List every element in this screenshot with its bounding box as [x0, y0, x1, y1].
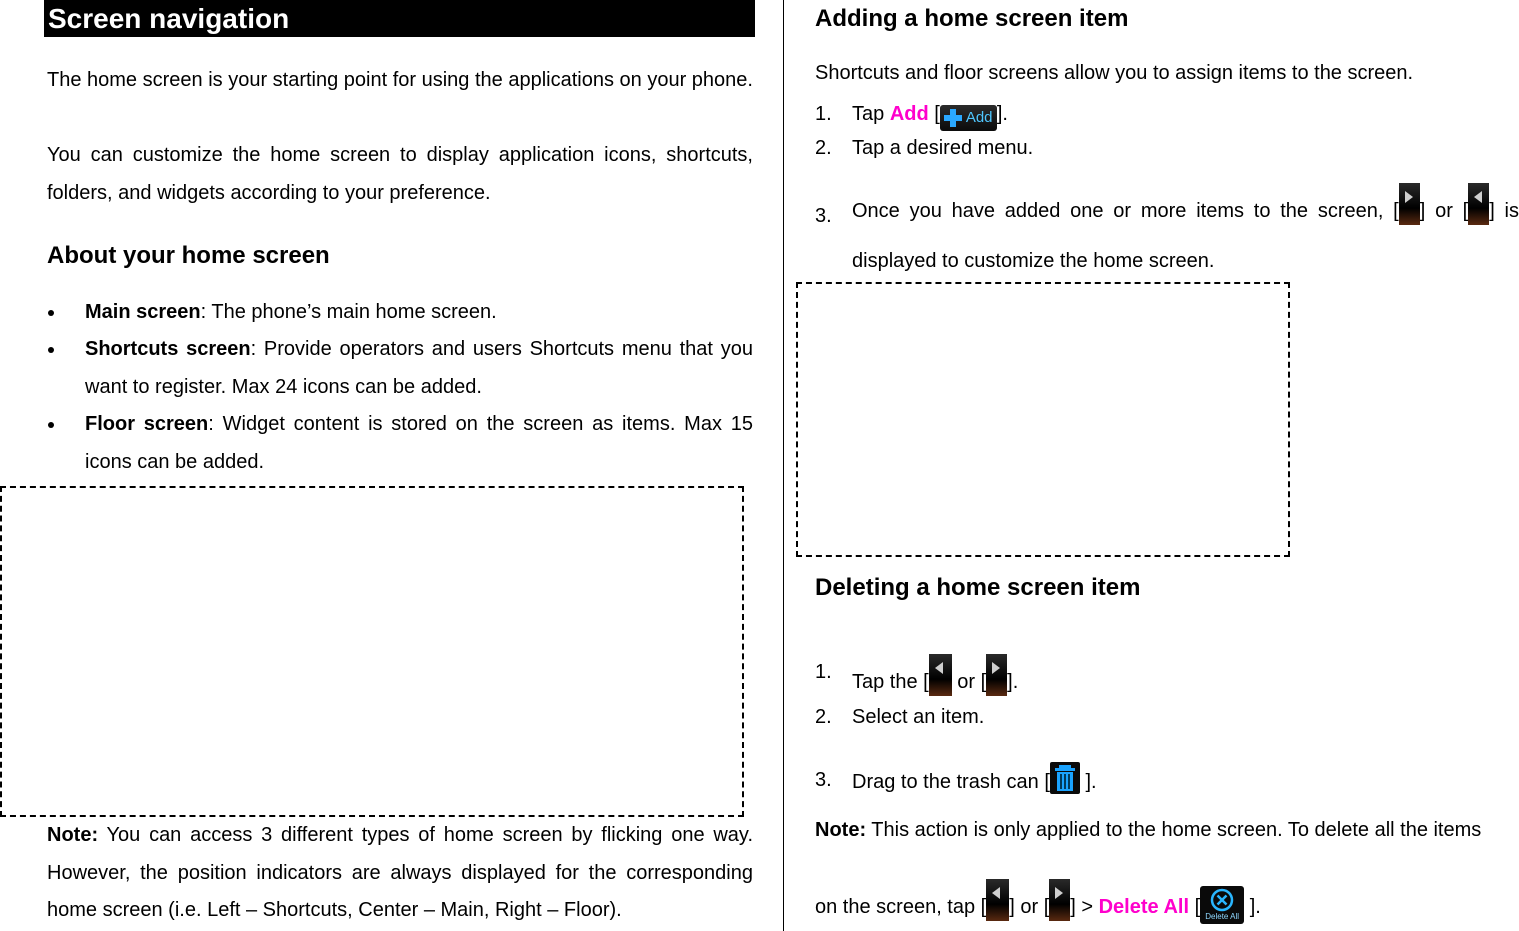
arrow-right-icon — [1399, 183, 1420, 225]
delete-icon-label: Delete All — [1205, 912, 1240, 921]
note-text: ] > — [1070, 896, 1099, 918]
note-text: ] or [ — [1009, 896, 1050, 918]
arrow-right-icon — [986, 654, 1007, 696]
bullet-term: Main screen — [85, 301, 201, 323]
bullet-main-screen — [85, 294, 753, 332]
bullet-term: Shortcuts screen — [85, 338, 251, 360]
step-number: 2. — [815, 706, 832, 728]
right-note — [815, 812, 1519, 850]
step-text: ]. — [1079, 771, 1097, 793]
delete-all-keyword: Delete All — [1098, 896, 1190, 918]
bullet-text: : Provide operators and users Shortcuts menu that you want to register. Max 24 icons can be added. — [85, 338, 753, 398]
image-placeholder — [0, 486, 744, 817]
step-text: Tap — [852, 103, 890, 125]
step-number: 3. — [815, 205, 832, 227]
step-text: ]. — [1007, 671, 1019, 693]
note-text: on the screen, tap [ — [815, 896, 987, 918]
add-step-1 — [852, 96, 1008, 134]
step-text: [ — [928, 103, 940, 125]
bullet-shortcuts-screen — [85, 331, 753, 406]
delete-step-2: Select an item. — [852, 706, 985, 728]
note-paragraph — [47, 817, 753, 930]
trash-can-icon — [1050, 762, 1080, 794]
bullet-icon — [48, 347, 54, 353]
arrow-left-icon — [929, 654, 952, 696]
add-step-3-continued: displayed to customize the home screen. — [852, 250, 1215, 272]
right-note-line-2 — [815, 879, 1261, 927]
bullet-text: : The phone’s main home screen. — [200, 301, 497, 323]
bullet-text: : Widget content is stored on the screen as items. Max 15 icons can be added. — [85, 413, 753, 473]
step-number: 2. — [815, 137, 832, 159]
note-text: [ — [1189, 896, 1201, 918]
note-text: This action is only applied to the home screen. To delete all the items — [866, 819, 1482, 841]
add-keyword: Add — [889, 103, 929, 125]
image-placeholder — [796, 282, 1290, 557]
step-number: 1. — [815, 103, 832, 125]
bullet-icon — [48, 310, 54, 316]
column-divider — [783, 0, 784, 931]
step-number: 3. — [815, 769, 832, 791]
arrow-left-icon — [1468, 183, 1489, 225]
note-text: ]. — [1244, 896, 1261, 918]
arrow-left-icon — [986, 879, 1009, 921]
step-text: Once you have added one or more items to the screen, [ — [852, 200, 1399, 222]
note-label: Note: — [815, 819, 867, 841]
step-number: 1. — [815, 661, 832, 683]
add-step-3 — [852, 183, 1519, 232]
delete-all-icon — [1200, 886, 1244, 924]
add-button-icon — [940, 105, 997, 131]
deleting-heading: Deleting a home screen item — [815, 574, 1141, 601]
note-label: Note: — [47, 824, 99, 846]
adding-intro: Shortcuts and floor screens allow you to assign items to the screen. — [815, 62, 1414, 84]
step-text: ] or [ — [1419, 200, 1469, 222]
intro-paragraph-1: The home screen is your starting point for using the applications on your phone. — [47, 69, 753, 91]
delete-step-1 — [852, 654, 1018, 702]
about-heading: About your home screen — [47, 242, 330, 269]
step-text: or [ — [951, 671, 987, 693]
step-text: Drag to the trash can [ — [852, 771, 1050, 793]
add-icon-label: Add — [965, 109, 993, 126]
add-step-2: Tap a desired menu. — [852, 137, 1034, 159]
delete-step-3 — [852, 762, 1097, 802]
bullet-icon — [48, 422, 54, 428]
step-text: ]. — [996, 103, 1008, 125]
step-text: Tap the [ — [852, 671, 929, 693]
bullet-term: Floor screen — [85, 413, 209, 435]
bullet-floor-screen — [85, 406, 753, 481]
section-title: Screen navigation — [44, 0, 755, 37]
note-text: You can access 3 different types of home screen by flicking one way. However, the position indicators are always displayed for the corresponding home screen (i.e. Left – Shortcuts, Center – Main, Right – Floor). — [47, 824, 753, 921]
arrow-right-icon — [1049, 879, 1070, 921]
step-text: ] is — [1489, 200, 1519, 222]
adding-heading: Adding a home screen item — [815, 5, 1129, 32]
intro-paragraph-2: You can customize the home screen to display application icons, shortcuts, folders, and widgets according to your preference. — [47, 144, 753, 204]
